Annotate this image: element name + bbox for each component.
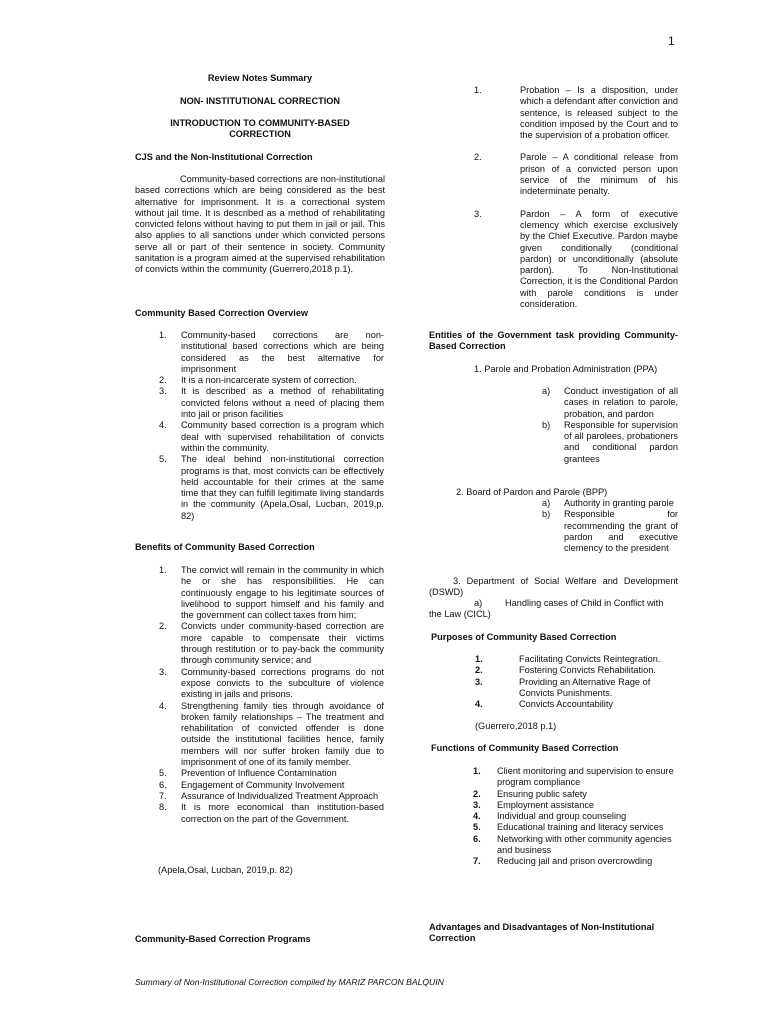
function-item [473, 833, 687, 857]
list-item-text: Convicts under community-based correction are more capable to compensate their victims through restitution or to pay-back the community through community service; and [181, 621, 384, 666]
list-item-number: 1. [475, 654, 483, 664]
function-item [473, 788, 687, 800]
list-item-number: 1. [159, 330, 167, 340]
purpose-item [475, 699, 681, 710]
list-item-number: 2. [475, 665, 483, 676]
purposes-citation: (Guerrero,2018 p.1) [475, 721, 557, 731]
list-item-number: 3. [159, 666, 167, 677]
list-item-number: 4. [473, 811, 481, 822]
list-item-text: Assurance of Individualized Treatment Approach [181, 790, 379, 801]
benefit-item [159, 790, 384, 802]
correction-types-list [474, 85, 678, 321]
list-item-number: 7. [473, 856, 481, 867]
list-item-text: It is a non-incarcerate system of correction. [181, 375, 357, 386]
page-footer: Summary of Non-Institutional Correction compiled by MARIZ PARCON BALQUIN [135, 977, 444, 987]
list-item-text: The ideal behind non-institutional correction programs is that, most convicts can be effectively held accountable for their crimes at the same time that they can fulfill legitimate living standards in the community (Apela,Osal, Lucban, 2019,p. 82) [181, 454, 384, 521]
list-item-text: Convicts Accountability [519, 699, 613, 710]
list-item-text: Community-based corrections programs do not expose convicts to the subculture of violence existing in jails and prisons. [181, 666, 384, 700]
function-item [473, 811, 687, 822]
purposes-list [475, 654, 681, 710]
overview-list [159, 330, 384, 522]
advantages-heading: Advantages and Disadvantages of Non-Institutional Correction [429, 922, 655, 944]
entity-bpp: 2. Board of Pardon and Parole (BPP) [456, 487, 608, 497]
list-item-number: b) [542, 509, 551, 520]
list-item-number: a) [542, 498, 551, 508]
entity-ppa-functions [542, 386, 678, 465]
list-item-number: 5. [473, 822, 481, 833]
purpose-item [475, 654, 681, 665]
list-item-number: 3. [475, 676, 483, 687]
overview-item [159, 330, 384, 375]
list-item-number: 4. [159, 420, 167, 431]
list-item-number: 5. [159, 768, 167, 779]
list-item-text: Strengthening family ties through avoidance of broken family relationships – The treatment and rehabilitation of convicted offender is done outside the institutional facilities hence, family members will nor suffer broken family due to imprisonment of one of its family member. [181, 700, 384, 768]
list-item-text: Prevention of Influence Contamination [181, 768, 337, 779]
list-item-number: 2. [159, 621, 167, 632]
correction-type-item [474, 152, 678, 197]
list-item-text: Ensuring public safety [497, 788, 587, 799]
entity-dswd-sub-text: Handling cases of Child in Conflict with the Law (CICL) [429, 598, 664, 620]
function-item [473, 799, 687, 811]
overview-item [159, 454, 384, 522]
entities-heading: Entities of the Government task providing Community-Based Correction [429, 330, 678, 352]
purpose-item [475, 676, 681, 700]
list-item-number: 3. [474, 208, 482, 219]
entity-dswd: 3. Department of Social Welfare and Development (DSWD) [429, 576, 678, 598]
list-item-number: 4. [159, 700, 167, 711]
correction-type-item [474, 208, 678, 311]
benefit-item [159, 666, 384, 701]
ppa-function-item [542, 419, 678, 465]
list-item-text: Community based correction is a program which deal with supervised rehabilitation of convicts within the community. [181, 420, 384, 453]
benefit-item [159, 802, 384, 825]
overview-item [159, 386, 384, 420]
entity-dswd-sub-number: a) [474, 598, 483, 608]
list-item-number: 6. [159, 779, 167, 790]
list-item-text: Responsible for supervision of all parolees, probationers and conditional pardon grantees [564, 419, 678, 464]
cjs-heading: CJS and the Non-Institutional Correction [135, 152, 313, 162]
programs-heading: Community-Based Correction Programs [135, 934, 311, 944]
bpp-function-item [542, 509, 678, 554]
list-item-number: a) [542, 386, 551, 396]
list-item-text: Responsible for recommending the grant of pardon and executive clemency to the president [564, 509, 678, 554]
list-item-number: 4. [475, 699, 483, 710]
list-item-text: Client monitoring and supervision to ensure program compliance [497, 766, 674, 788]
page-number: 1 [668, 34, 675, 48]
benefits-list [159, 565, 384, 825]
list-item-number: 3. [159, 386, 167, 397]
list-item-text: The convict will remain in the community in which he or she has responsibilities. He can continuously engage to his legitimate sources of livelihood to support himself and his family and the government can collect taxes from him; [181, 565, 384, 621]
list-item-text: Providing an Alternative Rage of Convicts Punishments. [519, 676, 651, 698]
list-item-text: Probation – Is a disposition, under which a defendant after conviction and sentence, is released subject to the condition imposed by the Court and to the supervision of a probation officer. [520, 85, 678, 141]
list-item-number: 2. [473, 788, 481, 799]
doc-subtitle: NON- INSTITUTIONAL CORRECTION [179, 96, 341, 106]
ppa-function-item [542, 386, 678, 420]
purpose-item [475, 665, 681, 676]
bpp-function-item [542, 498, 678, 509]
list-item-number: 2. [159, 375, 167, 386]
list-item-number: 3. [473, 799, 481, 810]
function-item [473, 766, 687, 789]
list-item-number: b) [542, 419, 551, 430]
list-item-text: Community-based corrections are non-institutional based corrections which are being considered as the best alternative for imprisonment [181, 330, 384, 374]
list-item-text: Reducing jail and prison overcrowding [497, 856, 653, 867]
function-item [473, 856, 687, 867]
overview-item [159, 420, 384, 454]
benefit-item [159, 621, 384, 666]
overview-heading: Community Based Correction Overview [135, 308, 309, 318]
list-item-text: It is described as a method of rehabilitating convicted felons without a need of placing them into jail or prison facilities [181, 386, 384, 420]
list-item-number: 1. [159, 565, 167, 575]
list-item-text: It is more economical than institution-based correction on the part of the Government. [181, 802, 384, 824]
cjs-paragraph: Community-based corrections are non-institutional based corrections which are being considered as the best alternative for imprisonment. It is a correctional system without jail time. It is described as a method of rehabilitating convicted felons without having to put them in jail or jail. This also applies to all sanctions under which convicted persons serve all or part of their sentence in society. Community sanitation is a program aimed at the supervised rehabilitation of convicts within the community (Guerrero,2018 p.1). [135, 174, 385, 275]
list-item-number: 8. [159, 802, 167, 813]
list-item-text: Networking with other community agencies and business [497, 833, 672, 856]
list-item-text: Parole – A conditional release from prison of a convicted person upon service of the minimum of his indeterminate penalty. [520, 152, 678, 197]
benefit-item [159, 779, 384, 791]
list-item-number: 6. [473, 833, 481, 844]
overview-item [159, 375, 384, 386]
list-item-text: Engagement of Community Involvement [181, 779, 345, 790]
list-item-text: Educational training and literacy services [497, 822, 664, 833]
function-item [473, 822, 687, 833]
list-item-number: 1. [473, 766, 481, 776]
benefit-item [159, 768, 384, 779]
benefit-item [159, 700, 384, 769]
benefit-item [159, 565, 384, 621]
list-item-number: 7. [159, 790, 167, 801]
doc-title: Review Notes Summary [207, 73, 313, 83]
intro-heading: INTRODUCTION TO COMMUNITY-BASED CORRECTION [170, 118, 350, 140]
entity-ppa: 1. Parole and Probation Administration (PPA) [474, 364, 658, 374]
purposes-heading: Purposes of Community Based Correction [431, 632, 617, 642]
list-item-text: Individual and group counseling [497, 811, 627, 822]
list-item-text: Employment assistance [497, 799, 595, 810]
benefits-citation: (Apela,Osal, Lucban, 2019,p. 82) [158, 865, 293, 875]
list-item-number: 2. [474, 152, 482, 163]
functions-heading: Functions of Community Based Correction [431, 743, 619, 753]
list-item-text: Pardon – A form of executive clemency which exercise exclusively by the Chief Executive. Pardon maybe given conditionally (conditional pardon) or unconditionally (absolute pardon). To Non-Institutional Correction, it is the Conditional Pardon with parole conditions is under consideration. [520, 208, 678, 310]
correction-type-item [474, 85, 678, 141]
list-item-number: 5. [159, 454, 167, 465]
list-item-text: Authority in granting parole [564, 498, 674, 508]
entity-bpp-functions [542, 498, 678, 554]
list-item-text: Fostering Convicts Rehabilitation. [519, 665, 656, 676]
list-item-text: Conduct investigation of all cases in relation to parole, probation, and pardon [564, 386, 678, 419]
list-item-text: Facilitating Convicts Reintegration. [519, 654, 661, 664]
functions-list [473, 766, 687, 868]
list-item-number: 1. [474, 85, 482, 95]
benefits-heading: Benefits of Community Based Correction [135, 542, 315, 552]
